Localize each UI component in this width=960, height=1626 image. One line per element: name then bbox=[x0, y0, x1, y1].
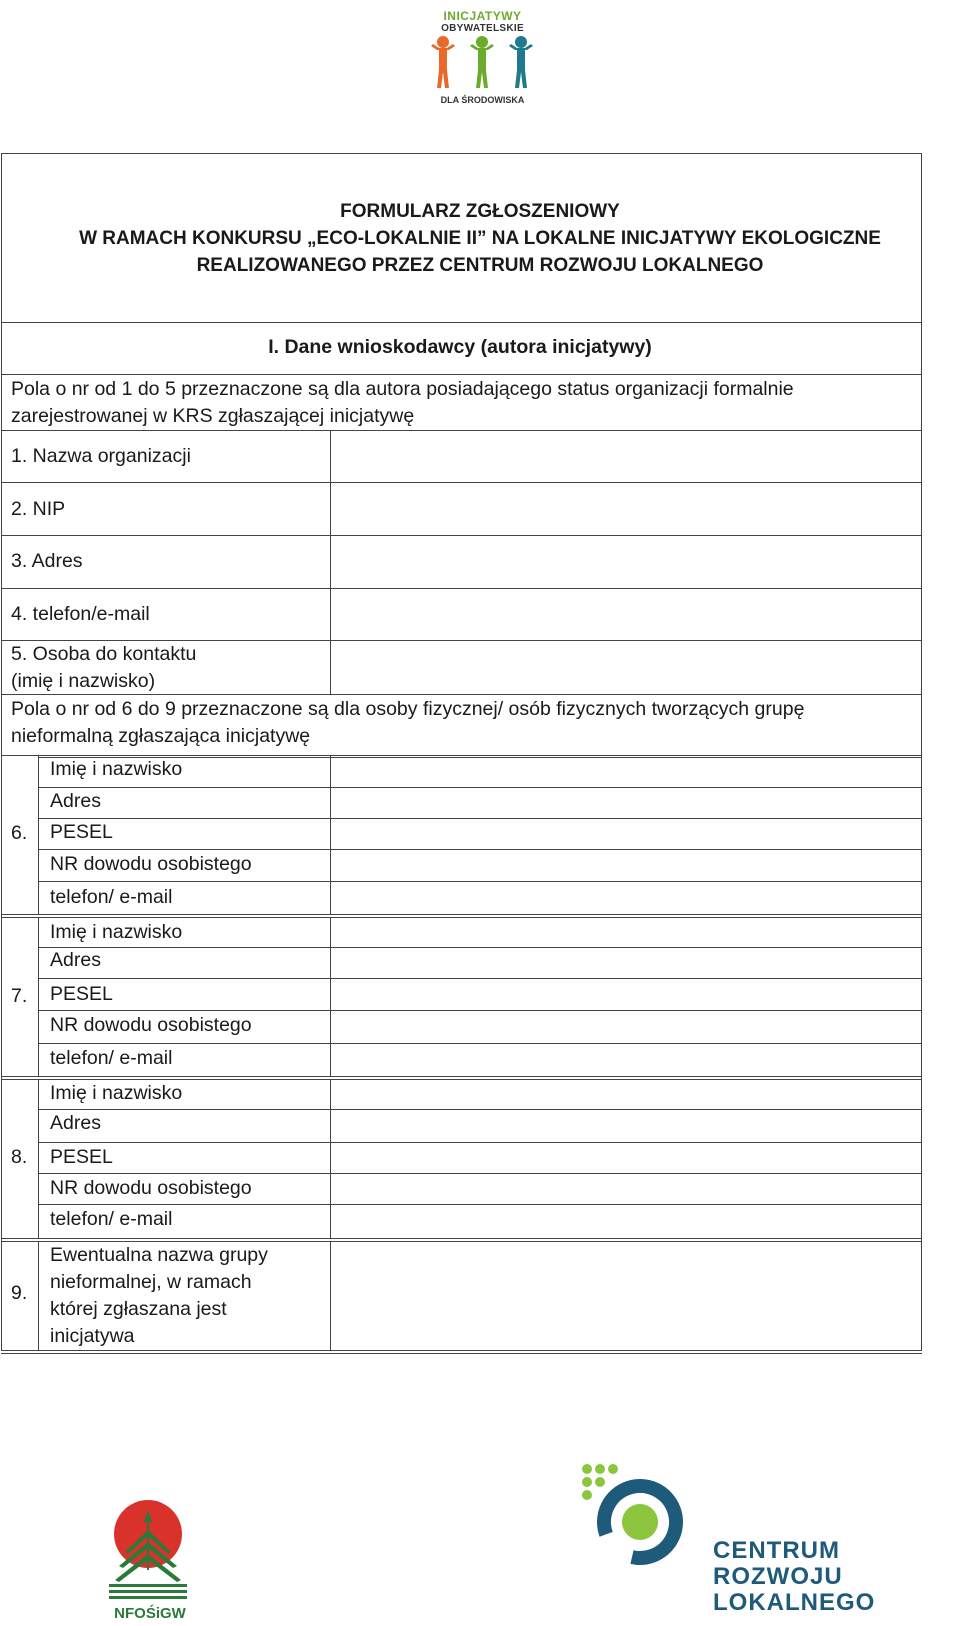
label-group-name-line3: której zgłaszana jest bbox=[50, 1298, 227, 1320]
row-number-7: 7. bbox=[11, 985, 28, 1007]
form-subtitle-line1: W RAMACH KONKURSU „ECO-LOKALNIE II” NA LOKALNE INICJATYWY EKOLOGICZNE bbox=[79, 228, 881, 249]
logo-top-line2: OBYWATELSKIE bbox=[441, 23, 524, 34]
person6-address-input[interactable] bbox=[331, 788, 920, 818]
section-title: I. Dane wnioskodawcy (autora inicjatywy) bbox=[268, 336, 652, 358]
label-pesel: PESEL bbox=[50, 983, 113, 1005]
label-name: Imię i nazwisko bbox=[50, 1082, 183, 1104]
person8-name-input[interactable] bbox=[331, 1081, 920, 1109]
field-label-address: 3. Adres bbox=[11, 550, 83, 572]
label-pesel: PESEL bbox=[50, 821, 113, 843]
crl-circle-icon bbox=[578, 1460, 688, 1570]
crl-logo-line3: LOKALNEGO bbox=[713, 1589, 876, 1616]
label-phone-email: telefon/ e-mail bbox=[50, 1208, 173, 1230]
crl-logo-text bbox=[713, 1538, 875, 1616]
person8-id-card-input[interactable] bbox=[331, 1174, 920, 1204]
label-id-card: NR dowodu osobistego bbox=[50, 1014, 252, 1036]
form-title: FORMULARZ ZGŁOSZENIOWY bbox=[340, 201, 620, 222]
person6-id-card-input[interactable] bbox=[331, 850, 920, 881]
row-number-9: 9. bbox=[11, 1282, 28, 1304]
label-address: Adres bbox=[50, 949, 101, 971]
group-name-input[interactable] bbox=[331, 1243, 920, 1349]
logo-nfosigw bbox=[105, 1500, 195, 1620]
people-icon bbox=[425, 34, 540, 90]
person6-phone-email-input[interactable] bbox=[331, 882, 920, 914]
org-address-input[interactable] bbox=[331, 536, 920, 587]
label-group-name-line1: Ewentualna nazwa grupy bbox=[50, 1244, 268, 1266]
nfosigw-logo-text: NFOŚiGW bbox=[114, 1605, 186, 1622]
row-number-6: 6. bbox=[11, 822, 28, 844]
person7-id-card-input[interactable] bbox=[331, 1011, 920, 1043]
person6-name-input[interactable] bbox=[331, 758, 920, 786]
field-label-phone-email: 4. telefon/e-mail bbox=[11, 603, 150, 625]
label-group-name-line4: inicjatywa bbox=[50, 1325, 135, 1347]
label-address: Adres bbox=[50, 1112, 101, 1134]
nfosigw-emblem-icon bbox=[105, 1500, 195, 1600]
label-pesel: PESEL bbox=[50, 1146, 113, 1168]
person7-name-input[interactable] bbox=[331, 919, 920, 947]
logo-top-line1: INICJATYWY bbox=[443, 9, 522, 23]
person8-pesel-input[interactable] bbox=[331, 1143, 920, 1173]
field-label-org-name: 1. Nazwa organizacji bbox=[11, 445, 191, 467]
label-id-card: NR dowodu osobistego bbox=[50, 853, 252, 875]
person6-pesel-input[interactable] bbox=[331, 819, 920, 849]
org-phone-email-input[interactable] bbox=[331, 589, 920, 640]
logo-top-line3: DLA ŚRODOWISKA bbox=[440, 95, 525, 105]
label-id-card: NR dowodu osobistego bbox=[50, 1177, 252, 1199]
label-name: Imię i nazwisko bbox=[50, 758, 183, 780]
label-address: Adres bbox=[50, 790, 101, 812]
person7-address-input[interactable] bbox=[331, 948, 920, 978]
person8-address-input[interactable] bbox=[331, 1110, 920, 1142]
crl-logo-line1: CENTRUM bbox=[713, 1537, 840, 1564]
field-label-contact-person-sub: (imię i nazwisko) bbox=[11, 670, 156, 692]
person-note-line2: nieformalną zgłaszająca inicjatywę bbox=[11, 725, 311, 747]
field-label-nip: 2. NIP bbox=[11, 498, 66, 520]
label-phone-email: telefon/ e-mail bbox=[50, 1047, 173, 1069]
person8-phone-email-input[interactable] bbox=[331, 1205, 920, 1237]
contact-person-input[interactable] bbox=[331, 641, 920, 694]
row-number-8: 8. bbox=[11, 1146, 28, 1168]
label-name: Imię i nazwisko bbox=[50, 921, 183, 943]
person-note-line1: Pola o nr od 6 do 9 przeznaczone są dla osoby fizycznej/ osób fizycznych tworzących grupę bbox=[11, 698, 805, 720]
form-subtitle-line2: REALIZOWANEGO PRZEZ CENTRUM ROZWOJU LOKALNEGO bbox=[196, 255, 764, 276]
nip-input[interactable] bbox=[331, 483, 920, 534]
field-label-contact-person: 5. Osoba do kontaktu bbox=[11, 643, 197, 665]
person7-pesel-input[interactable] bbox=[331, 979, 920, 1009]
label-phone-email: telefon/ e-mail bbox=[50, 886, 173, 908]
person7-phone-email-input[interactable] bbox=[331, 1044, 920, 1075]
org-note-line1: Pola o nr od 1 do 5 przeznaczone są dla autora posiadającego status organizacji formalnie bbox=[11, 378, 794, 400]
label-group-name-line2: nieformalnej, w ramach bbox=[50, 1271, 252, 1293]
org-name-input[interactable] bbox=[331, 431, 920, 482]
crl-logo-line2: ROZWOJU bbox=[713, 1563, 843, 1590]
org-note-line2: zarejestrowanej w KRS zgłaszającej inicjatywę bbox=[11, 405, 415, 427]
logo-inicjatywy-obywatelskie bbox=[425, 10, 540, 110]
